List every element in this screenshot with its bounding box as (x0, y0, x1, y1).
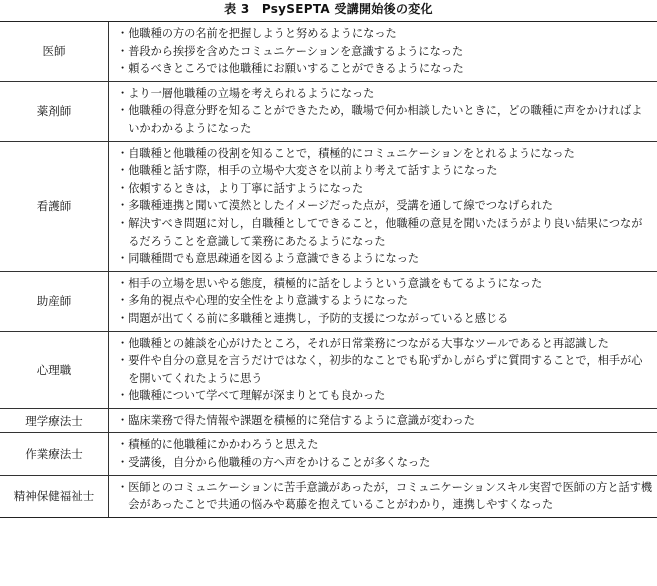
bullet-mark: ・ (117, 216, 129, 230)
item-text: 解決すべき問題に対し，自職種としてできること，他職種の意見を聞いたほうがより良い結果につながるだろうことを意識して業務にあたるようになった (128, 216, 643, 248)
list-item (117, 352, 653, 387)
list-item (117, 197, 653, 215)
bullet-mark: ・ (117, 44, 129, 58)
table-row (0, 22, 657, 81)
role-cell: 医師 (0, 22, 109, 81)
list-item (117, 454, 653, 472)
item-text: 他職種について学べて理解が深まりとても良かった (128, 389, 386, 403)
bullet-mark: ・ (117, 276, 129, 290)
item-text: 問題が出てくる前に多職種と連携し，予防的支援につながっていると感じる (128, 311, 509, 325)
table-row (0, 475, 657, 517)
item-text: 臨床業務で得た情報や課題を積極的に発信するように意識が変わった (128, 413, 475, 427)
item-text: 自職種と他職種の役割を知ることで，積極的にコミュニケーションをとれるようになった (128, 146, 575, 160)
item-text: 要件や自分の意見を言うだけではなく，初歩的なことでも恥ずかしがらずに質問することで，相手が心を開いてくれたように思う (128, 354, 643, 385)
item-text: 多職種連携と聞いて漠然としたイメージだった点が，受講を通して線でつなげられた (128, 199, 553, 213)
list-item (117, 85, 653, 103)
role-cell: 作業療法士 (0, 433, 109, 474)
bullet-mark: ・ (117, 456, 129, 470)
bullet-mark: ・ (117, 389, 129, 403)
table-row (0, 331, 657, 408)
bullet-mark: ・ (117, 62, 129, 76)
bullet-mark: ・ (117, 27, 129, 40)
item-text: 依頼するときは，より丁寧に話すようになった (128, 181, 364, 195)
change-list (109, 82, 657, 141)
bullet-mark: ・ (117, 413, 129, 427)
list-item (117, 102, 653, 137)
list-item (117, 162, 653, 180)
bullet-mark: ・ (117, 164, 129, 178)
item-text: 他職種と話す際，相手の立場や大変さを以前より考えて話すようになった (128, 164, 498, 178)
bullet-mark: ・ (117, 104, 129, 118)
bullet-mark: ・ (117, 354, 129, 368)
role-cell: 看護師 (0, 142, 109, 271)
table-row (0, 271, 657, 331)
list-item (117, 275, 653, 293)
item-text: 頼るべきところでは他職種にお願いすることができるようになった (128, 62, 464, 76)
list-item (117, 436, 653, 454)
table-row (0, 141, 657, 271)
list-item (117, 292, 653, 310)
change-list (109, 409, 657, 433)
table-title: 表 3 PsySEPTA 受講開始後の変化 (224, 2, 433, 16)
list-item (117, 412, 653, 430)
bullet-mark: ・ (117, 438, 129, 452)
table-row (0, 432, 657, 474)
item-text: 相手の立場を思いやる態度，積極的に話をしようという意識をもてるようになった (128, 276, 543, 290)
list-item (117, 310, 653, 328)
bullet-mark: ・ (117, 480, 129, 494)
bullet-mark: ・ (117, 252, 129, 266)
item-text: より一層他職種の立場を考えられるようになった (128, 86, 375, 100)
role-cell: 助産師 (0, 272, 109, 331)
list-item (117, 145, 653, 163)
list-item (117, 60, 653, 78)
bullet-mark: ・ (117, 199, 129, 213)
change-list (109, 272, 657, 331)
list-item (117, 43, 653, 61)
bullet-mark: ・ (117, 336, 129, 350)
table-row (0, 81, 657, 141)
role-cell: 薬剤師 (0, 82, 109, 141)
item-text: 普段から挨拶を含めたコミュニケーションを意識するようになった (128, 44, 464, 58)
item-text: 他職種との雑談を心がけたところ，それが日常業務につながる大事なツールであると再認識した (128, 336, 609, 350)
list-item (117, 250, 653, 268)
change-list (109, 433, 657, 474)
list-item (117, 387, 653, 405)
list-item (117, 479, 653, 514)
item-text: 受講後，自分から他職種の方へ声をかけることが多くなった (128, 456, 431, 470)
item-text: 他職種の方の名前を把握しようと努めるようになった (128, 27, 397, 40)
list-item (117, 335, 653, 353)
item-text: 同職種間でも意思疎通を図るよう意識できるようになった (128, 252, 420, 266)
table-row (0, 408, 657, 433)
change-list (109, 142, 657, 271)
role-cell: 心理職 (0, 332, 109, 408)
list-item (117, 180, 653, 198)
bullet-mark: ・ (117, 311, 129, 325)
bullet-mark: ・ (117, 86, 129, 100)
change-list (109, 332, 657, 408)
item-text: 医師とのコミュニケーションに苦手意識があったが，コミュニケーションスキル実習で医師の方と話す機会があったことで共通の悩みや葛藤を抱えていることがわかり，連携しやすくなった (128, 480, 653, 512)
changes-table (0, 21, 657, 518)
change-list (109, 476, 657, 517)
list-item (117, 215, 653, 250)
item-text: 積極的に他職種にかかわろうと思えた (128, 438, 319, 452)
list-item (117, 25, 653, 43)
item-text: 多角的視点や心理的安全性をより意識するようになった (128, 294, 408, 308)
role-cell: 理学療法士 (0, 409, 109, 433)
bullet-mark: ・ (117, 294, 129, 308)
bullet-mark: ・ (117, 146, 129, 160)
change-list (109, 22, 657, 81)
role-cell: 精神保健福祉士 (0, 476, 109, 517)
bullet-mark: ・ (117, 181, 129, 195)
item-text: 他職種の得意分野を知ることができたため，職場で何か相談したいときに，どの職種に声をかければよいかわかるようになった (128, 104, 643, 135)
